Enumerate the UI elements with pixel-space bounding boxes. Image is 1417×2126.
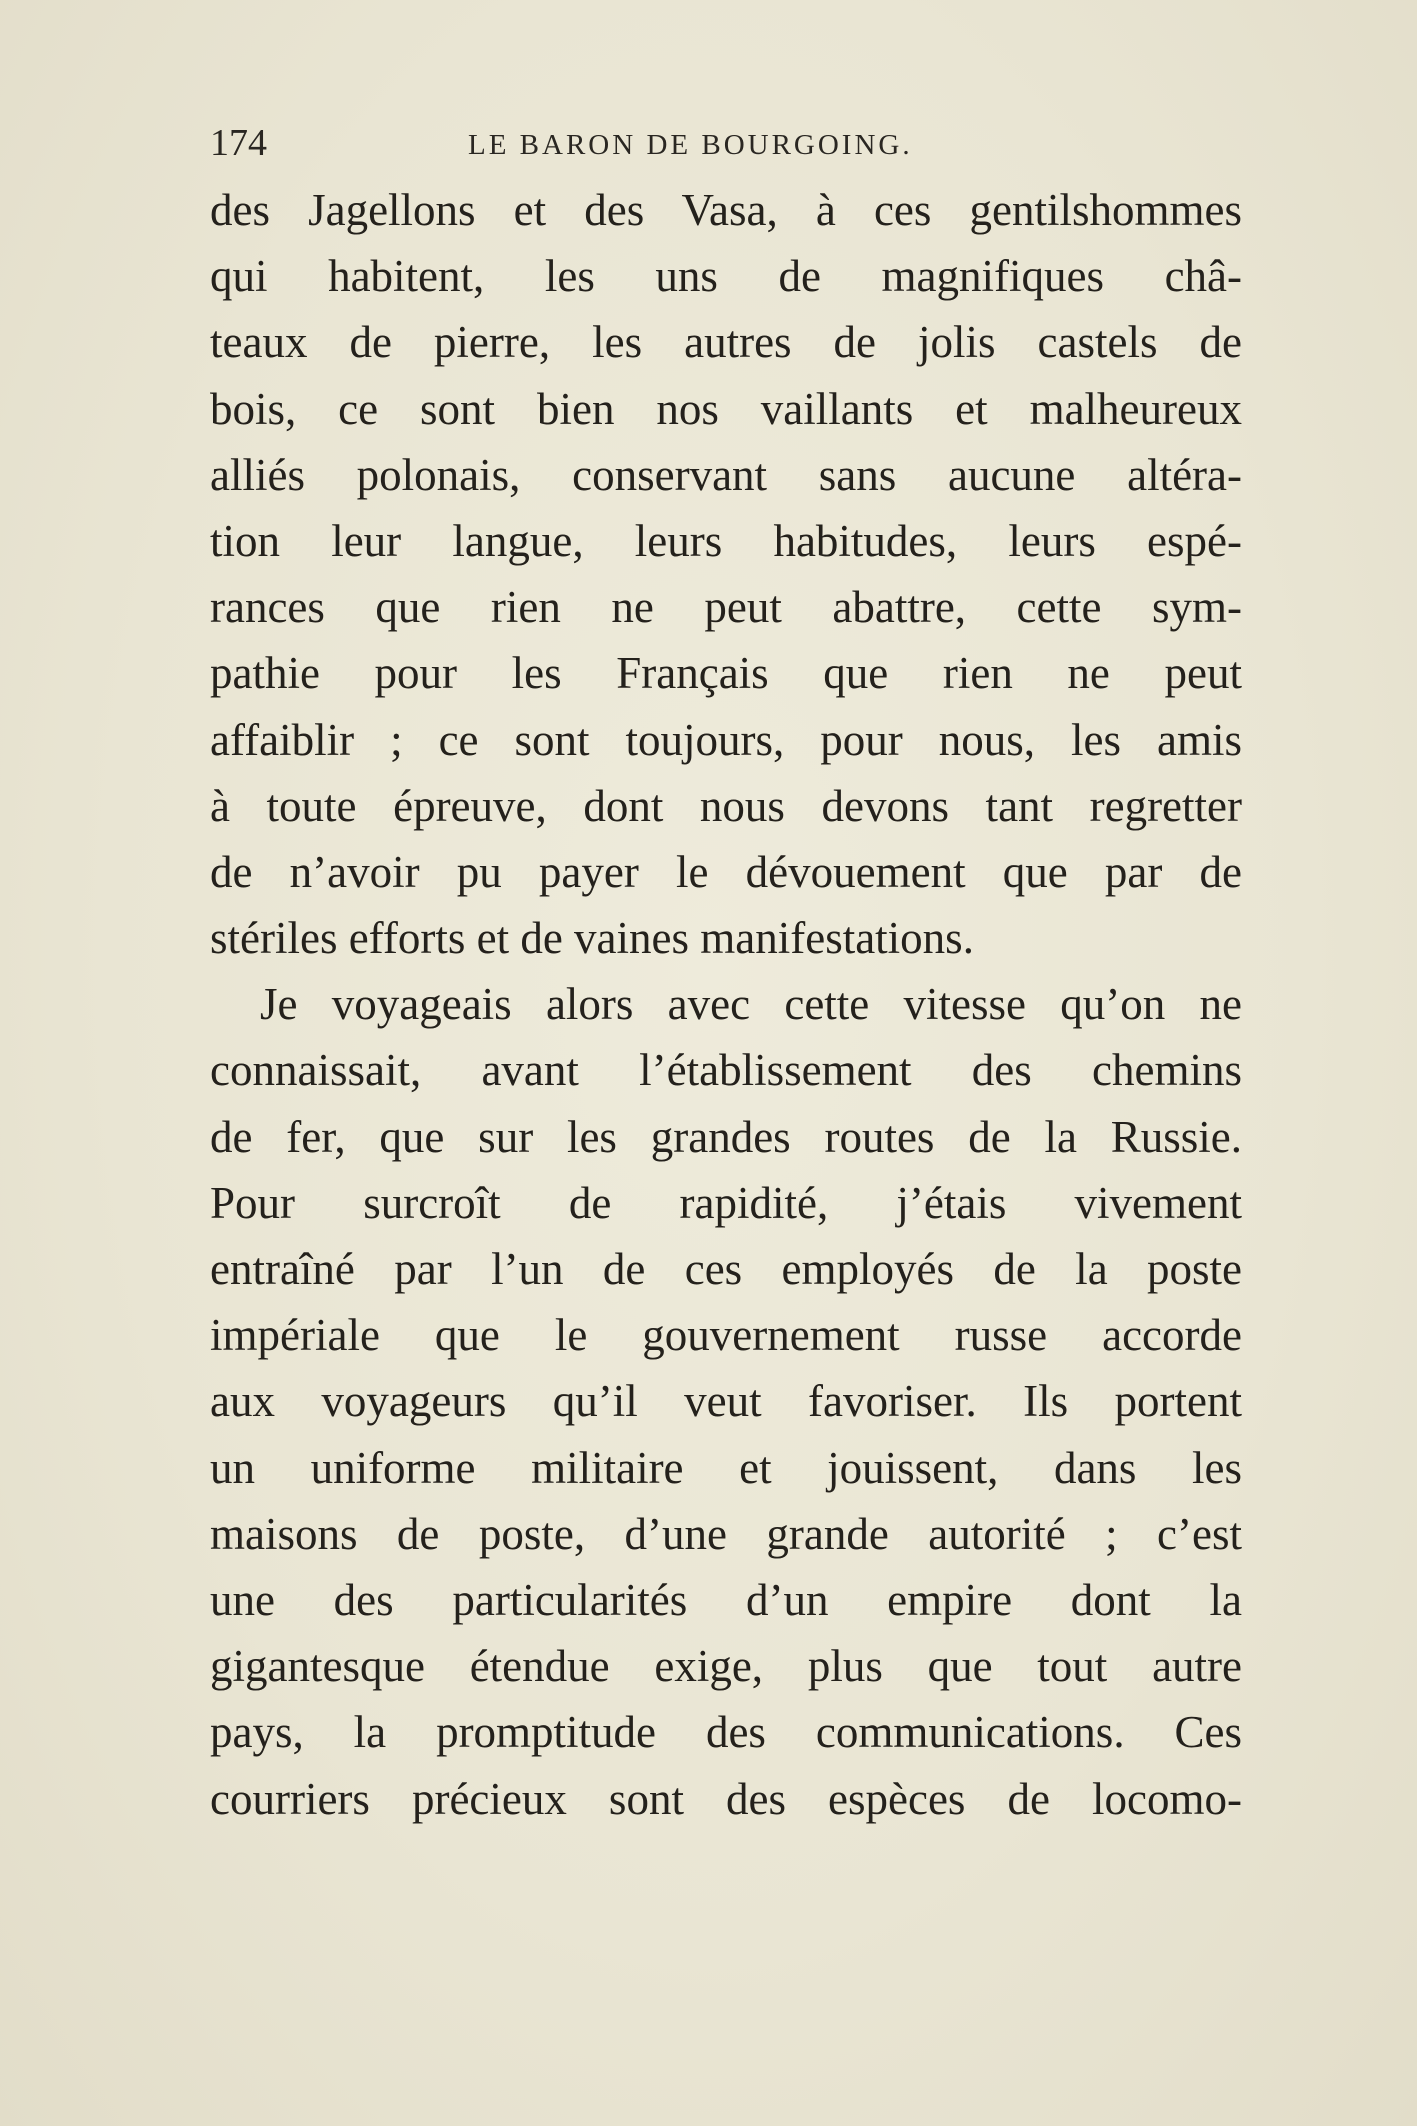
text-line: pathie pour les Français que rien ne peut: [210, 648, 1242, 699]
text-line: stériles efforts et de vaines manifestations.: [210, 913, 974, 964]
text-line: rances que rien ne peut abattre, cette sym-: [210, 582, 1242, 633]
text-line: Pour surcroît de rapidité, j’étais vivement: [210, 1177, 1242, 1228]
text-line: des Jagellons et des Vasa, à ces gentilshommes: [210, 185, 1242, 235]
text-line: à toute épreuve, dont nous devons tant regretter: [210, 780, 1242, 831]
text-line: bois, ce sont bien nos vaillants et malheureux: [210, 383, 1242, 434]
running-head: [210, 118, 1242, 168]
body-text: [210, 177, 1242, 1832]
text-line: courriers précieux sont des espèces de locomo-: [210, 1773, 1242, 1824]
text-line: de fer, que sur les grandes routes de la Russie.: [210, 1111, 1242, 1162]
running-title: LE BARON DE BOURGOING.: [468, 129, 913, 161]
text-line: affaiblir ; ce sont toujours, pour nous, les amis: [210, 714, 1242, 765]
text-line: impériale que le gouvernement russe accorde: [210, 1310, 1242, 1361]
text-line: tion leur langue, leurs habitudes, leurs espé-: [210, 515, 1242, 566]
text-line: Je voyageais alors avec cette vitesse qu’on ne: [260, 979, 1242, 1030]
text-line: connaissait, avant l’établissement des chemins: [210, 1045, 1242, 1096]
text-line: un uniforme militaire et jouissent, dans les: [210, 1442, 1242, 1493]
text-line: qui habitent, les uns de magnifiques châ-: [210, 251, 1242, 302]
paragraph-1: [210, 177, 1242, 971]
text-line: alliés polonais, conservant sans aucune altéra-: [210, 449, 1242, 500]
text-line: teaux de pierre, les autres de jolis castels de: [210, 317, 1242, 368]
text-line: aux voyageurs qu’il veut favoriser. Ils portent: [210, 1376, 1242, 1427]
text-line: pays, la promptitude des communications. Ces: [210, 1707, 1242, 1758]
text-line: maisons de poste, d’une grande autorité ; c’est: [210, 1508, 1242, 1559]
page-number: 174: [210, 122, 267, 164]
paragraph-2: [210, 971, 1242, 1831]
text-line: de n’avoir pu payer le dévouement que par de: [210, 846, 1242, 897]
text-line: entraîné par l’un de ces employés de la poste: [210, 1244, 1242, 1294]
text-line: gigantesque étendue exige, plus que tout autre: [210, 1641, 1242, 1692]
text-line: une des particularités d’un empire dont la: [210, 1574, 1242, 1625]
